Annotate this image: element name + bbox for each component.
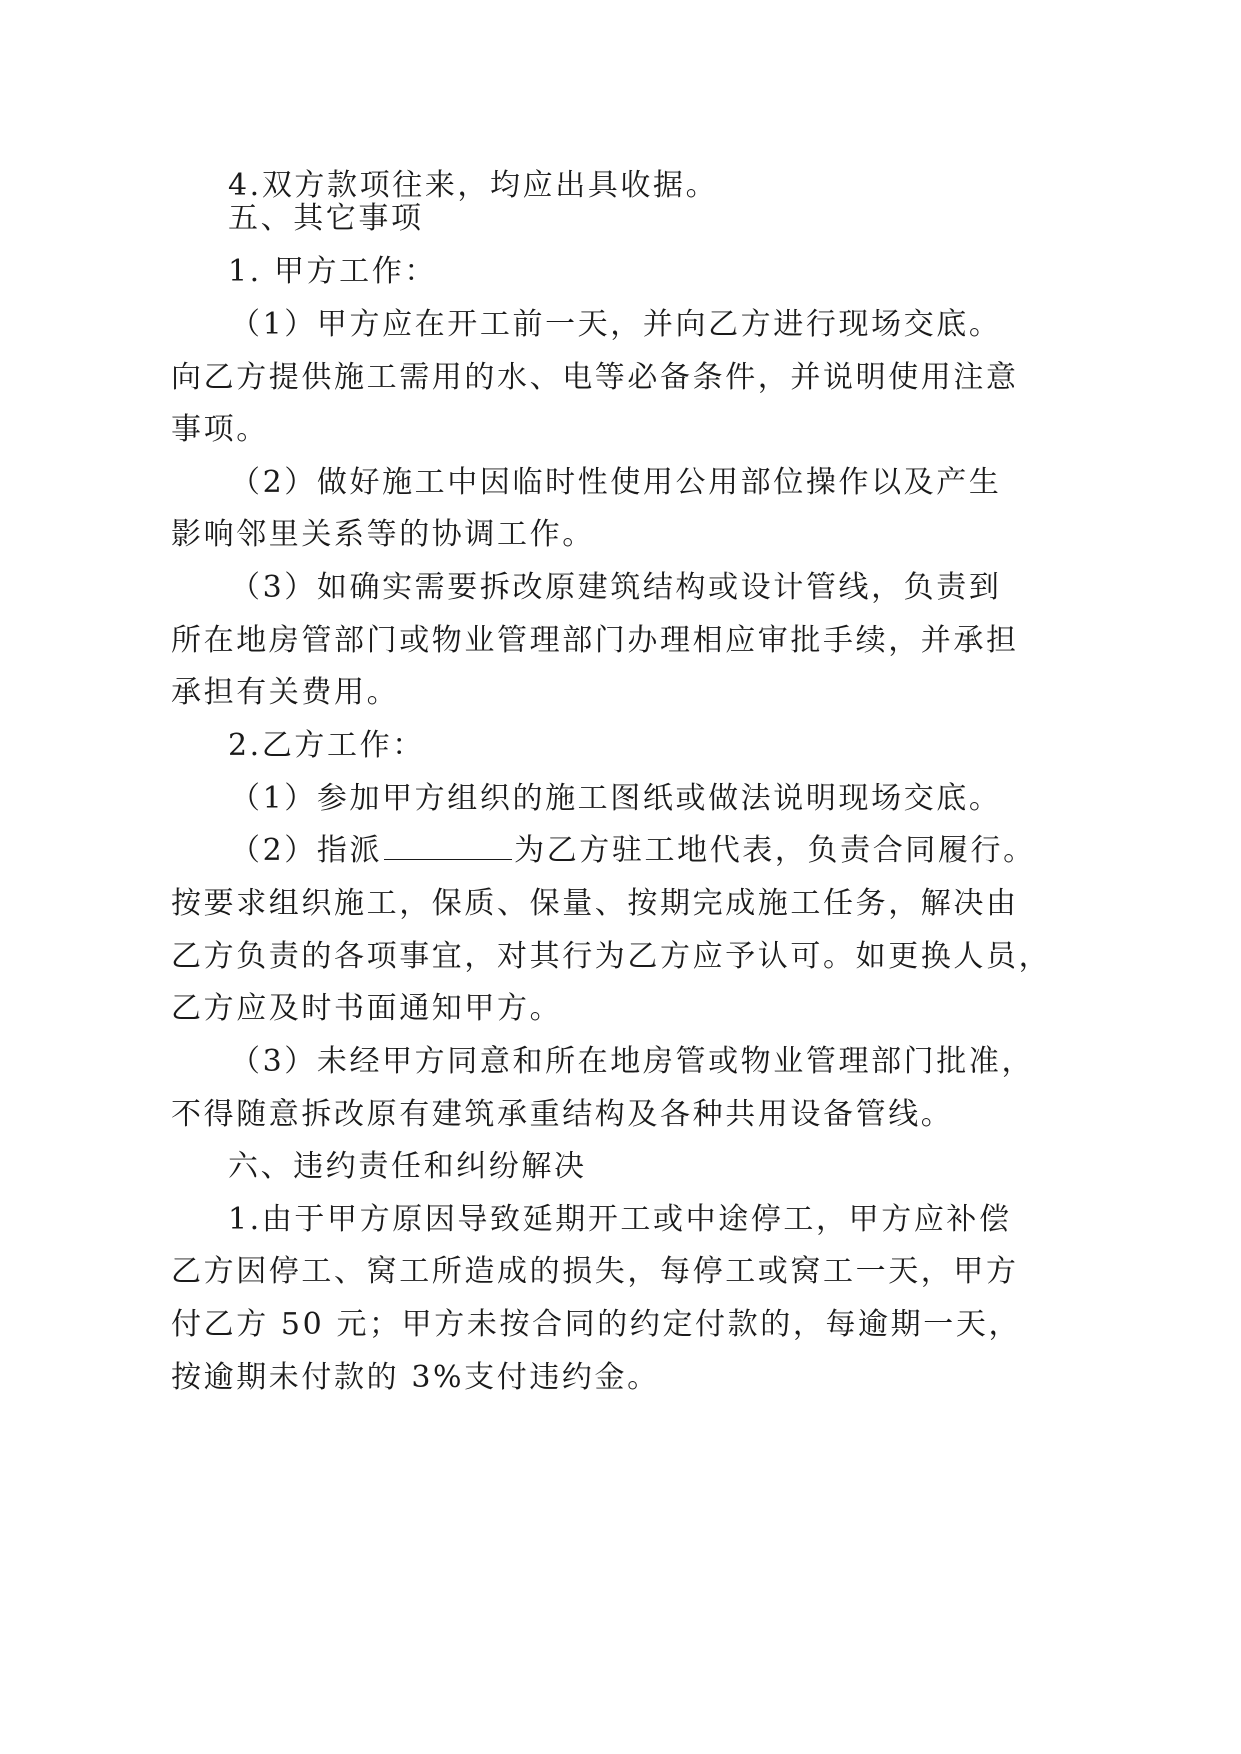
party-b-item-2-line-2: 按要求组织施工，保质、保量、按期完成施工任务，解决由 (171, 886, 1019, 921)
party-b-item-2-line-1 (230, 831, 1036, 871)
party-b-item-2-line-3: 乙方负责的各项事宜，对其行为乙方应予认可。如更换人员， (171, 939, 1052, 974)
breach-item-1-line-3: 付乙方 50 元；甲方未按合同的约定付款的，每逾期一天， (171, 1307, 1022, 1342)
party-a-item-3-line-3: 承担有关费用。 (171, 675, 400, 710)
breach-item-1-line-1: 1.由于甲方原因导致延期开工或中途停工，甲方应补偿 (228, 1202, 1012, 1237)
party-a-item-3-line-2: 所在地房管部门或物业管理部门办理相应审批手续，并承担 (171, 623, 1019, 658)
representative-blank (384, 833, 512, 860)
party-b-item-3-line-1: （3）未经甲方同意和所在地房管或物业管理部门批准， (230, 1044, 1035, 1079)
section-6-heading: 六、违约责任和纠纷解决 (228, 1149, 587, 1184)
party-b-item-3-line-2: 不得随意拆改原有建筑承重结构及各种共用设备管线。 (171, 1097, 954, 1132)
party-a-item-3-line-1: （3）如确实需要拆改原建筑结构或设计管线，负责到 (230, 570, 1002, 605)
party-a-item-1-line-2: 向乙方提供施工需用的水、电等必备条件，并说明使用注意 (171, 360, 1019, 395)
assign-prefix: （2）指派 (230, 833, 383, 868)
party-a-item-1-line-1: （1）甲方应在开工前一天，并向乙方进行现场交底。 (230, 307, 1002, 342)
party-a-item-2-line-2: 影响邻里关系等的协调工作。 (171, 517, 595, 552)
breach-item-1-line-2: 乙方因停工、窝工所造成的损失，每停工或窝工一天，甲方 (171, 1254, 1019, 1289)
party-a-item-2-line-1: （2）做好施工中因临时性使用公用部位操作以及产生 (230, 465, 1002, 500)
section-5-heading: 五、其它事项 (228, 201, 424, 236)
party-a-work-heading: 1. 甲方工作： (228, 254, 437, 289)
party-b-work-heading: 2.乙方工作： (228, 728, 425, 763)
party-b-item-2-line-4: 乙方应及时书面通知甲方。 (171, 991, 563, 1026)
party-b-item-1: （1）参加甲方组织的施工图纸或做法说明现场交底。 (230, 781, 1002, 816)
breach-item-1-line-4: 按逾期未付款的 3%支付违约金。 (171, 1360, 660, 1395)
party-a-item-1-line-3: 事项。 (171, 412, 269, 447)
assign-suffix: 为乙方驻工地代表，负责合同履行。 (514, 833, 1036, 868)
payment-receipt-line: 4.双方款项往来，均应出具收据。 (228, 168, 719, 203)
